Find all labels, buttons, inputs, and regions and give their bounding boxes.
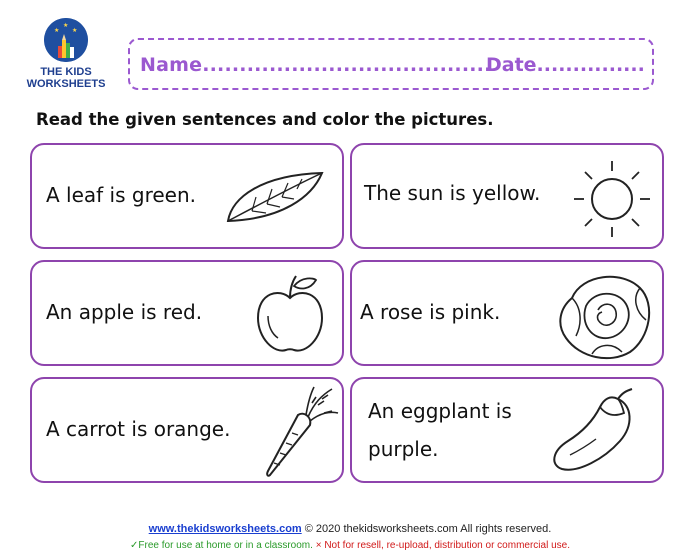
rose-icon xyxy=(552,268,658,364)
card-rose xyxy=(350,260,664,366)
card-sentence: A carrot is orange. xyxy=(46,417,231,441)
card-eggplant xyxy=(350,377,664,483)
svg-text:★: ★ xyxy=(63,22,69,29)
card-leaf xyxy=(30,143,344,249)
card-sentence-line-2: purple. xyxy=(368,437,439,461)
card-sentence: The sun is yellow. xyxy=(364,181,541,205)
logo-emblem xyxy=(44,18,88,62)
leaf-icon xyxy=(222,167,332,227)
footer-not-for: × Not for resell, re-upload, distribution or commercial use. xyxy=(315,540,570,551)
svg-text:★: ★ xyxy=(72,27,78,34)
instruction-text: Read the given sentences and color the pictures. xyxy=(36,110,494,129)
eggplant-icon xyxy=(548,385,644,479)
svg-text:★: ★ xyxy=(54,27,60,34)
sun-icon xyxy=(570,157,654,241)
logo-text xyxy=(18,66,114,90)
card-sentence: A leaf is green. xyxy=(46,183,197,207)
footer-free-use: ✓Free for use at home or in a classroom. xyxy=(130,540,313,551)
card-sentence: A rose is pink. xyxy=(360,300,501,324)
logo-pencil-icon xyxy=(44,18,88,62)
logo-line-2: WORKSHEETS xyxy=(26,78,106,90)
card-apple xyxy=(30,260,344,366)
carrot-icon xyxy=(262,383,342,479)
name-field-label[interactable]: Name....................................... xyxy=(140,54,492,76)
footer-copyright: © 2020 thekidsworksheets.com All rights reserved. xyxy=(304,523,552,535)
card-carrot xyxy=(30,377,344,483)
date-field-label[interactable]: Date............... xyxy=(486,54,645,76)
logo-line-1: THE KIDS xyxy=(40,66,92,78)
footer-copyright-line xyxy=(0,523,700,535)
apple-icon xyxy=(250,272,330,356)
card-sun xyxy=(350,143,664,249)
name-date-box xyxy=(128,38,654,90)
card-sentence: An apple is red. xyxy=(46,300,203,324)
site-logo xyxy=(18,18,114,96)
card-sentence-line-1: An eggplant is xyxy=(368,399,512,423)
footer-link[interactable]: www.thekidsworksheets.com xyxy=(148,523,302,535)
footer-usage-line xyxy=(0,540,700,551)
